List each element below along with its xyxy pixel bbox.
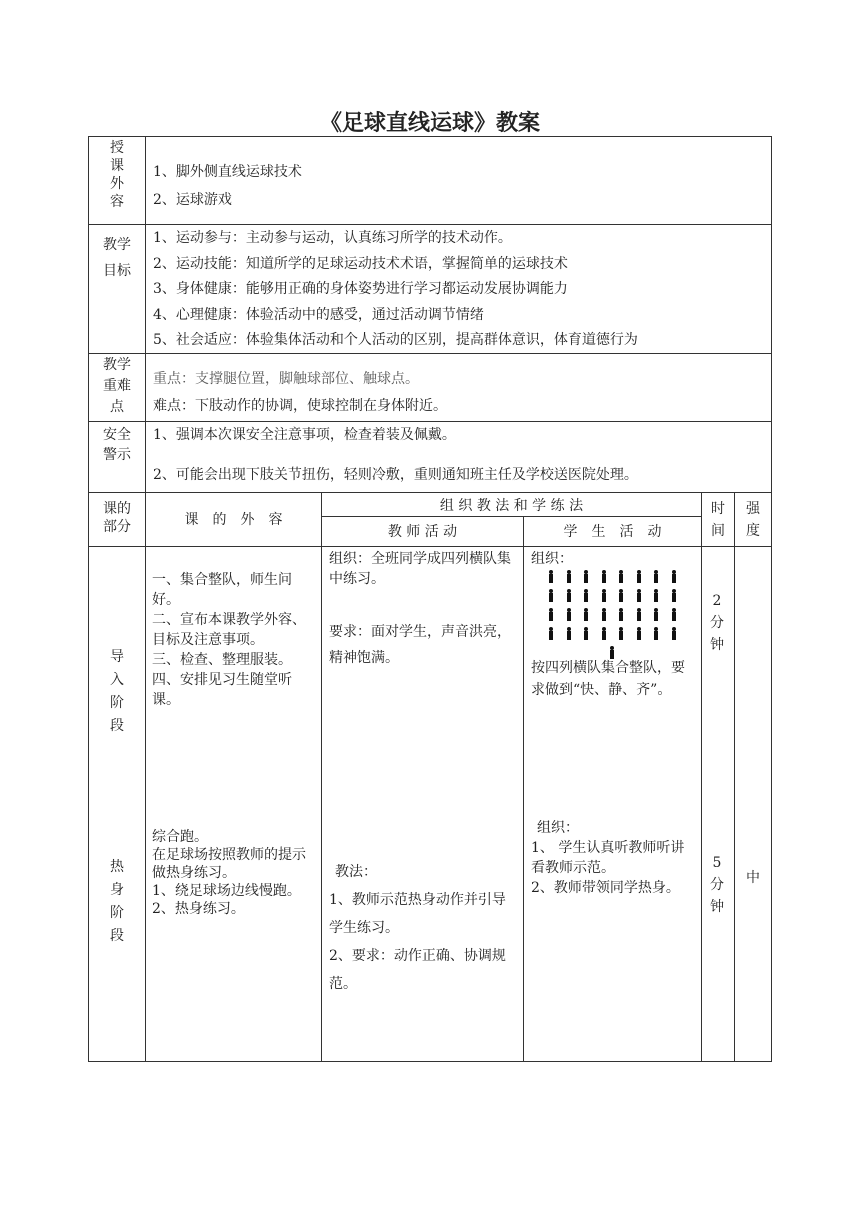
student-figure-icon (618, 627, 624, 641)
label-char: 入 (110, 672, 124, 688)
row-divider (88, 546, 772, 547)
warmup-part-label (89, 856, 145, 948)
label-char: 容 (110, 194, 124, 210)
student-figure-icon (636, 589, 642, 603)
safety-item: 2、可能会出现下肢关节扭伤，轻则冷敷，重则通知班主任及学校送医院处理。 (153, 467, 638, 483)
warmup-teacher (329, 858, 519, 998)
time-char: 5 (712, 855, 722, 871)
label-char: 热 (110, 859, 124, 875)
warmup-content-item: 2、热身练习。 (152, 901, 245, 917)
time-char: 分 (710, 615, 724, 631)
label-line: 目标 (103, 263, 131, 279)
student-figure-icon (671, 608, 677, 622)
student-figure-icon (618, 570, 624, 584)
student-figure-icon (671, 570, 677, 584)
warmup-student-item: 1、 学生认真听教师听讲看教师示范。 (531, 840, 685, 876)
student-figure-icon (566, 589, 572, 603)
label-char: 段 (110, 718, 124, 734)
org-header: 组 织 教 法 和 学 练 法 (439, 498, 584, 514)
header-line: 间 (711, 523, 725, 539)
student-figure-icon (566, 627, 572, 641)
label-char: 阶 (110, 695, 124, 711)
intro-part-label (89, 646, 145, 738)
warmup-student (531, 818, 697, 898)
teacher-header: 教 师 活 动 (387, 524, 458, 540)
header-line: 度 (746, 523, 760, 539)
intro-content-item: 四、安排见习生随堂听课。 (152, 672, 292, 708)
student-figure-icon (548, 627, 554, 641)
label-column-divider (145, 136, 146, 1062)
row-divider (88, 224, 772, 225)
col-divider (523, 516, 524, 1062)
label-line: 教学 (103, 357, 131, 373)
student-figure-icon (548, 608, 554, 622)
table-border-bottom (88, 1061, 772, 1062)
label-line: 教学 (103, 237, 131, 253)
table-border-right (771, 136, 772, 1062)
label-char: 段 (110, 928, 124, 944)
student-figure-icon (653, 589, 659, 603)
header-line: 部分 (103, 519, 131, 535)
time-char: 2 (712, 593, 722, 609)
safety-items (153, 425, 768, 485)
label-char: 导 (110, 649, 124, 665)
student-figure-icon (583, 589, 589, 603)
label-char: 阶 (110, 905, 124, 921)
student-figure-icon (618, 608, 624, 622)
label-char: 授 (110, 140, 124, 156)
label-char: 外 (110, 176, 124, 192)
student-figure-icon (671, 627, 677, 641)
warmup-teacher-item: 2、要求：动作正确、协调规范。 (329, 948, 506, 992)
label-line: 警示 (103, 447, 131, 463)
intro-teacher (329, 549, 519, 671)
label-char: 身 (110, 882, 124, 898)
page-title: 《足球直线运球》教案 (319, 111, 540, 136)
intro-teacher-item: 要求：面对学生，声音洪亮，精神饱满。 (329, 624, 511, 666)
row-divider (88, 492, 772, 493)
warmup-intensity: 中 (746, 870, 760, 886)
goals-label (89, 232, 145, 284)
intro-content (152, 570, 314, 710)
student-figure-icon (601, 608, 607, 622)
label-char: 课 (110, 158, 124, 174)
student-figure-icon (636, 570, 642, 584)
warmup-content-item: 在足球场按照教师的提示做热身练习。 (152, 847, 306, 881)
student-figure-icon (548, 570, 554, 584)
student-figure-icon (548, 589, 554, 603)
intro-time (702, 590, 732, 656)
part-header (89, 500, 145, 536)
table-border-top (88, 136, 772, 137)
warmup-content (152, 828, 314, 918)
header-line: 时 (711, 501, 725, 517)
student-figure-icon (618, 589, 624, 603)
student-figure-icon (566, 570, 572, 584)
keypoint-item: 难点：下肢动作的协调，使球控制在身体附近。 (153, 398, 447, 414)
goals-items (153, 226, 768, 354)
warmup-time (702, 852, 732, 918)
content-item: 1、脚外侧直线运球技术 (153, 164, 302, 180)
col-divider (734, 492, 735, 1062)
warmup-student-item: 组织： (537, 820, 579, 836)
warmup-teacher-item: 1、教师示范热身动作并引导学生练习。 (329, 892, 506, 936)
student-header: 学 生 活 动 (563, 524, 662, 540)
student-figure-icon (671, 589, 677, 603)
col-divider (701, 492, 702, 1062)
intro-content-item: 二、宣布本课教学外容、目标及注意事项。 (152, 612, 306, 648)
label-line: 安全 (103, 427, 131, 443)
goal-item: 2、运动技能：知道所学的足球运动技术术语，掌握简单的运球技术 (153, 255, 568, 272)
intro-content-item: 一、集合整队，师生问好。 (152, 572, 292, 608)
student-figure-icon (636, 627, 642, 641)
col-divider (321, 492, 322, 1062)
intro-student-title: 组织： (531, 551, 573, 567)
warmup-teacher-item: 教法： (335, 864, 377, 880)
header-subdivider (321, 516, 701, 517)
safety-label (89, 425, 145, 465)
warmup-student-item: 2、教师带领同学热身。 (531, 880, 680, 896)
goal-item: 4、心理健康：体验活动中的感受，通过活动调节情绪 (153, 306, 484, 323)
student-figure-icon (636, 608, 642, 622)
student-figure-icon (583, 570, 589, 584)
student-figure-icon (653, 608, 659, 622)
time-header (702, 498, 734, 542)
content-header: 课 的 外 容 (184, 512, 283, 528)
student-figure-icon (601, 570, 607, 584)
time-char: 钟 (710, 637, 724, 653)
student-figure-icon (601, 627, 607, 641)
content-item: 2、运球游戏 (153, 192, 232, 208)
intro-content-item: 三、检查、整理服装。 (152, 652, 292, 668)
content-label (89, 137, 145, 224)
student-figure-icon (653, 570, 659, 584)
keypoint-item: 重点：支撑腿位置，脚触球部位、触球点。 (153, 371, 419, 387)
label-line: 重难 (103, 378, 131, 394)
time-char: 钟 (710, 899, 724, 915)
goal-item: 5、社会适应：体验集体活动和个人活动的区别，提高群体意识，体育道德行为 (153, 332, 638, 348)
intensity-header (735, 498, 771, 542)
student-figure-icon (601, 589, 607, 603)
warmup-content-item: 1、绕足球场边线慢跑。 (152, 883, 301, 899)
time-char: 分 (710, 877, 724, 893)
safety-item: 1、强调本次课安全注意事项，检查着装及佩戴。 (153, 427, 456, 443)
warmup-content-item: 综合跑。 (152, 829, 208, 845)
row-divider (88, 421, 772, 422)
content-items (153, 158, 763, 214)
student-figure-icon (583, 608, 589, 622)
keypoints-label (89, 355, 145, 418)
header-line: 课的 (103, 501, 131, 517)
intro-student-text: 按四列横队集合整队，要求做到“快、静、齐”。 (531, 660, 685, 698)
student-figure-icon (583, 627, 589, 641)
goal-item: 3、身体健康：能够用正确的身体姿势进行学习都运动发展协调能力 (153, 281, 568, 297)
intro-teacher-item: 组织：全班同学成四列横队集中练习。 (329, 551, 511, 587)
goal-item: 1、运动参与：主动参与运动，认真练习所学的技术动作。 (153, 230, 512, 246)
label-line: 点 (110, 399, 124, 415)
formation-diagram (548, 570, 688, 660)
student-figure-icon (566, 608, 572, 622)
student-figure-icon (653, 627, 659, 641)
header-line: 强 (746, 501, 760, 517)
keypoints-items (153, 366, 763, 420)
